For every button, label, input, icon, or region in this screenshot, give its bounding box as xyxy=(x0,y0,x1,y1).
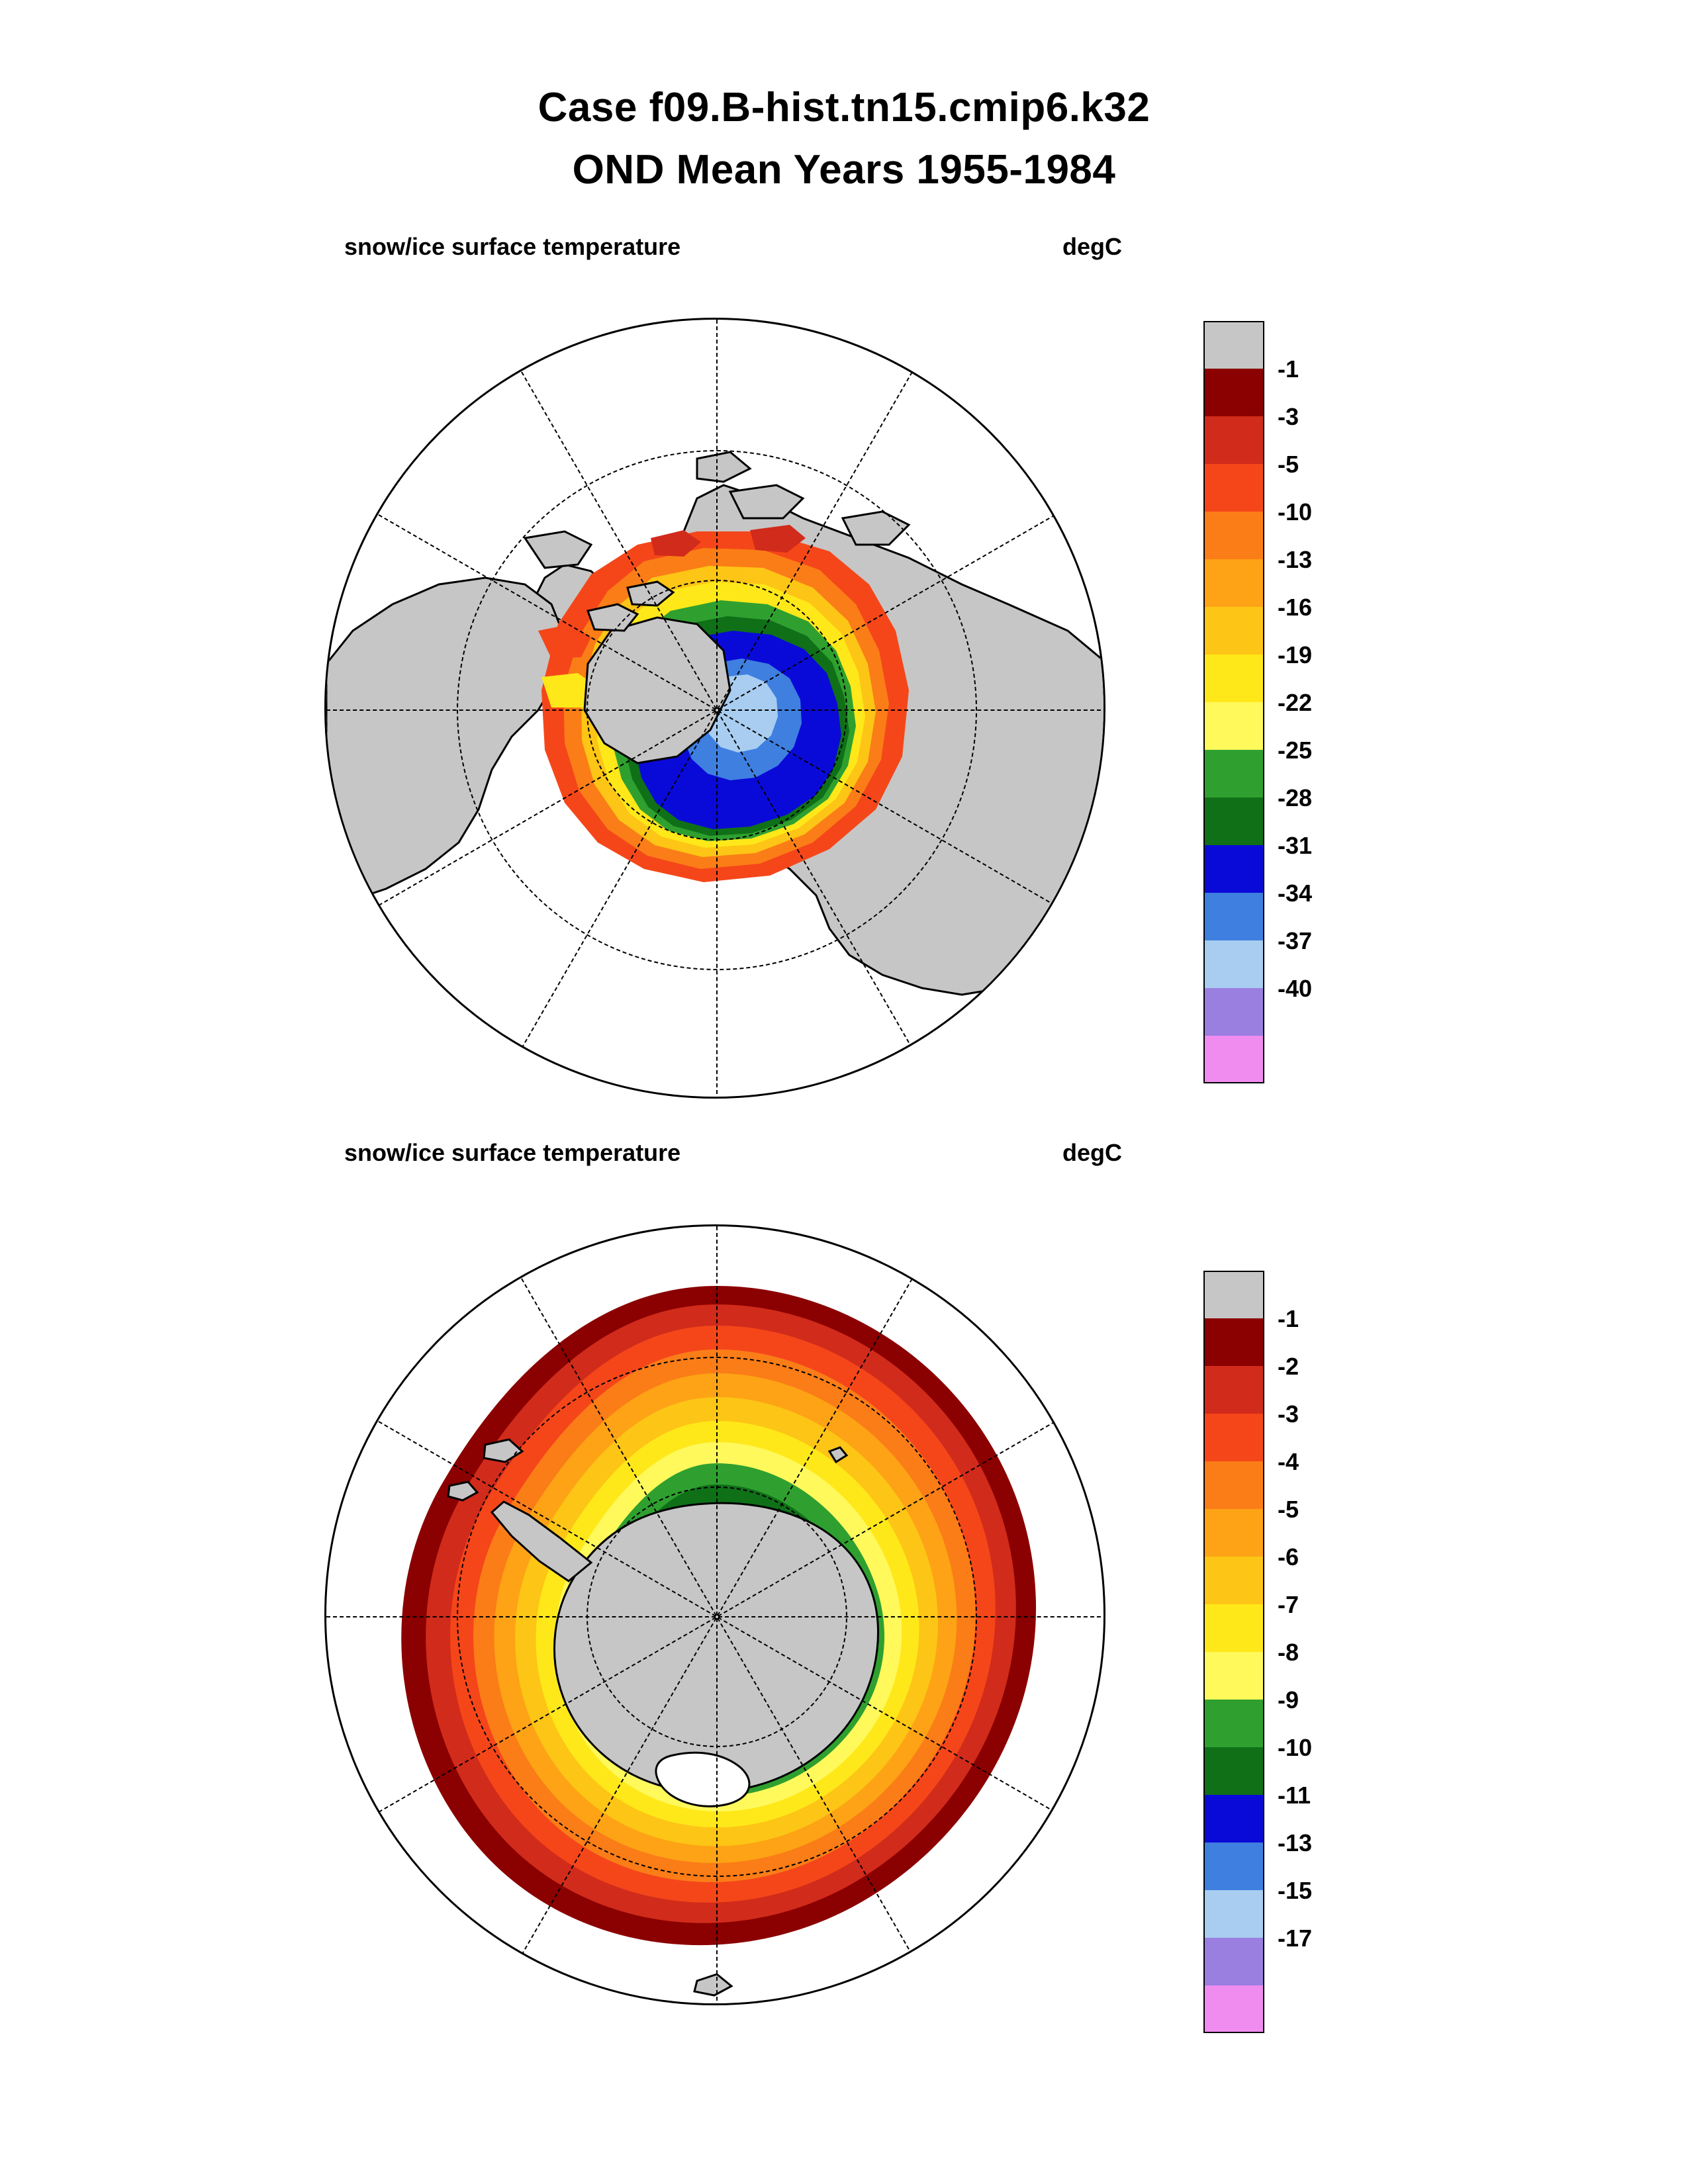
antarctic-globe xyxy=(324,1224,1105,2005)
colorbar-tick-label: -17 xyxy=(1278,1925,1313,1952)
colorbar-tick-label: -3 xyxy=(1278,1400,1299,1428)
colorbar-tick-label: -6 xyxy=(1278,1543,1299,1570)
colorbar-swatch xyxy=(1203,512,1264,559)
panel-antarctic-subhead xyxy=(344,1139,1271,1169)
panel-arctic-units-label: degC xyxy=(1062,233,1122,260)
colorbar-tick-label: -7 xyxy=(1278,1591,1299,1618)
colorbar-tick-label: -2 xyxy=(1278,1353,1299,1380)
colorbar-swatch xyxy=(1203,1890,1264,1938)
colorbar-tick-label: -5 xyxy=(1278,451,1299,478)
colorbar-swatch xyxy=(1203,464,1264,512)
colorbar-swatch xyxy=(1203,1461,1264,1509)
colorbar-swatch xyxy=(1203,797,1264,845)
panel-antarctic xyxy=(0,1138,1688,2184)
colorbar-tick-label: -9 xyxy=(1278,1686,1299,1713)
colorbar-swatch xyxy=(1203,1652,1264,1700)
colorbar-swatch xyxy=(1203,369,1264,416)
colorbar-tick-label: -11 xyxy=(1278,1782,1311,1809)
colorbar-swatch xyxy=(1203,988,1264,1036)
colorbar-swatch xyxy=(1203,750,1264,797)
colorbar-swatch xyxy=(1203,1700,1264,1747)
colorbar-tick-label: -4 xyxy=(1278,1448,1299,1475)
colorbar-tick-label: -37 xyxy=(1278,927,1313,954)
panel-arctic-subhead xyxy=(344,233,1271,263)
colorbar-tick-label: -5 xyxy=(1278,1496,1299,1523)
colorbar-swatch xyxy=(1203,1557,1264,1604)
arctic-colorbar xyxy=(1203,321,1415,1089)
page-title-line1: Case f09.B-hist.tn15.cmip6.k32 xyxy=(538,85,1150,130)
panel-antarctic-variable-label: snow/ice surface temperature xyxy=(344,1139,681,1166)
colorbar-swatch xyxy=(1203,702,1264,750)
colorbar-tick-label: -10 xyxy=(1278,498,1313,525)
colorbar-tick-label: -25 xyxy=(1278,737,1313,764)
colorbar-swatch xyxy=(1203,559,1264,607)
page-title-line2: OND Mean Years 1955-1984 xyxy=(572,147,1116,193)
colorbar-swatch xyxy=(1203,1795,1264,1843)
colorbar-swatch xyxy=(1203,845,1264,893)
colorbar-tick-label: -28 xyxy=(1278,784,1313,811)
colorbar-swatch xyxy=(1203,607,1264,655)
colorbar-swatch xyxy=(1203,1604,1264,1652)
colorbar-swatch xyxy=(1203,1318,1264,1366)
panel-arctic-variable-label: snow/ice surface temperature xyxy=(344,233,681,260)
colorbar-swatch xyxy=(1203,1509,1264,1557)
colorbar-tick-label: -13 xyxy=(1278,546,1313,573)
arctic-map xyxy=(305,311,1125,1125)
colorbar-tick-label: -31 xyxy=(1278,832,1313,859)
colorbar-swatch xyxy=(1203,655,1264,702)
colorbar-swatch xyxy=(1203,1271,1264,1318)
colorbar-tick-label: -3 xyxy=(1278,403,1299,430)
arctic-geography xyxy=(326,320,1105,1099)
colorbar-tick-label: -15 xyxy=(1278,1877,1313,1904)
colorbar-tick-label: -22 xyxy=(1278,689,1313,716)
colorbar-swatch xyxy=(1203,416,1264,464)
colorbar-swatch xyxy=(1203,1036,1264,1083)
colorbar-tick-label: -13 xyxy=(1278,1829,1313,1856)
colorbar-swatch xyxy=(1203,1366,1264,1414)
colorbar-swatch xyxy=(1203,1938,1264,1985)
antarctic-map xyxy=(305,1218,1125,2144)
colorbar-swatch xyxy=(1203,321,1264,369)
colorbar-tick-label: -8 xyxy=(1278,1639,1299,1666)
colorbar-swatch xyxy=(1203,1985,1264,2033)
colorbar-swatch xyxy=(1203,1747,1264,1795)
antarctic-geography xyxy=(326,1226,1105,2005)
colorbar-tick-label: -1 xyxy=(1278,1305,1299,1332)
antarctic-colorbar xyxy=(1203,1271,1415,2038)
arctic-globe xyxy=(324,318,1105,1099)
colorbar-swatch xyxy=(1203,1843,1264,1890)
colorbar-swatch xyxy=(1203,893,1264,940)
colorbar-tick-label: -1 xyxy=(1278,355,1299,383)
colorbar-tick-label: -40 xyxy=(1278,975,1313,1002)
colorbar-swatch xyxy=(1203,940,1264,988)
panel-antarctic-units-label: degC xyxy=(1062,1139,1122,1166)
colorbar-tick-label: -16 xyxy=(1278,594,1313,621)
colorbar-tick-label: -10 xyxy=(1278,1734,1313,1761)
colorbar-swatch xyxy=(1203,1414,1264,1461)
colorbar-tick-label: -19 xyxy=(1278,641,1313,668)
colorbar-tick-label: -34 xyxy=(1278,880,1313,907)
